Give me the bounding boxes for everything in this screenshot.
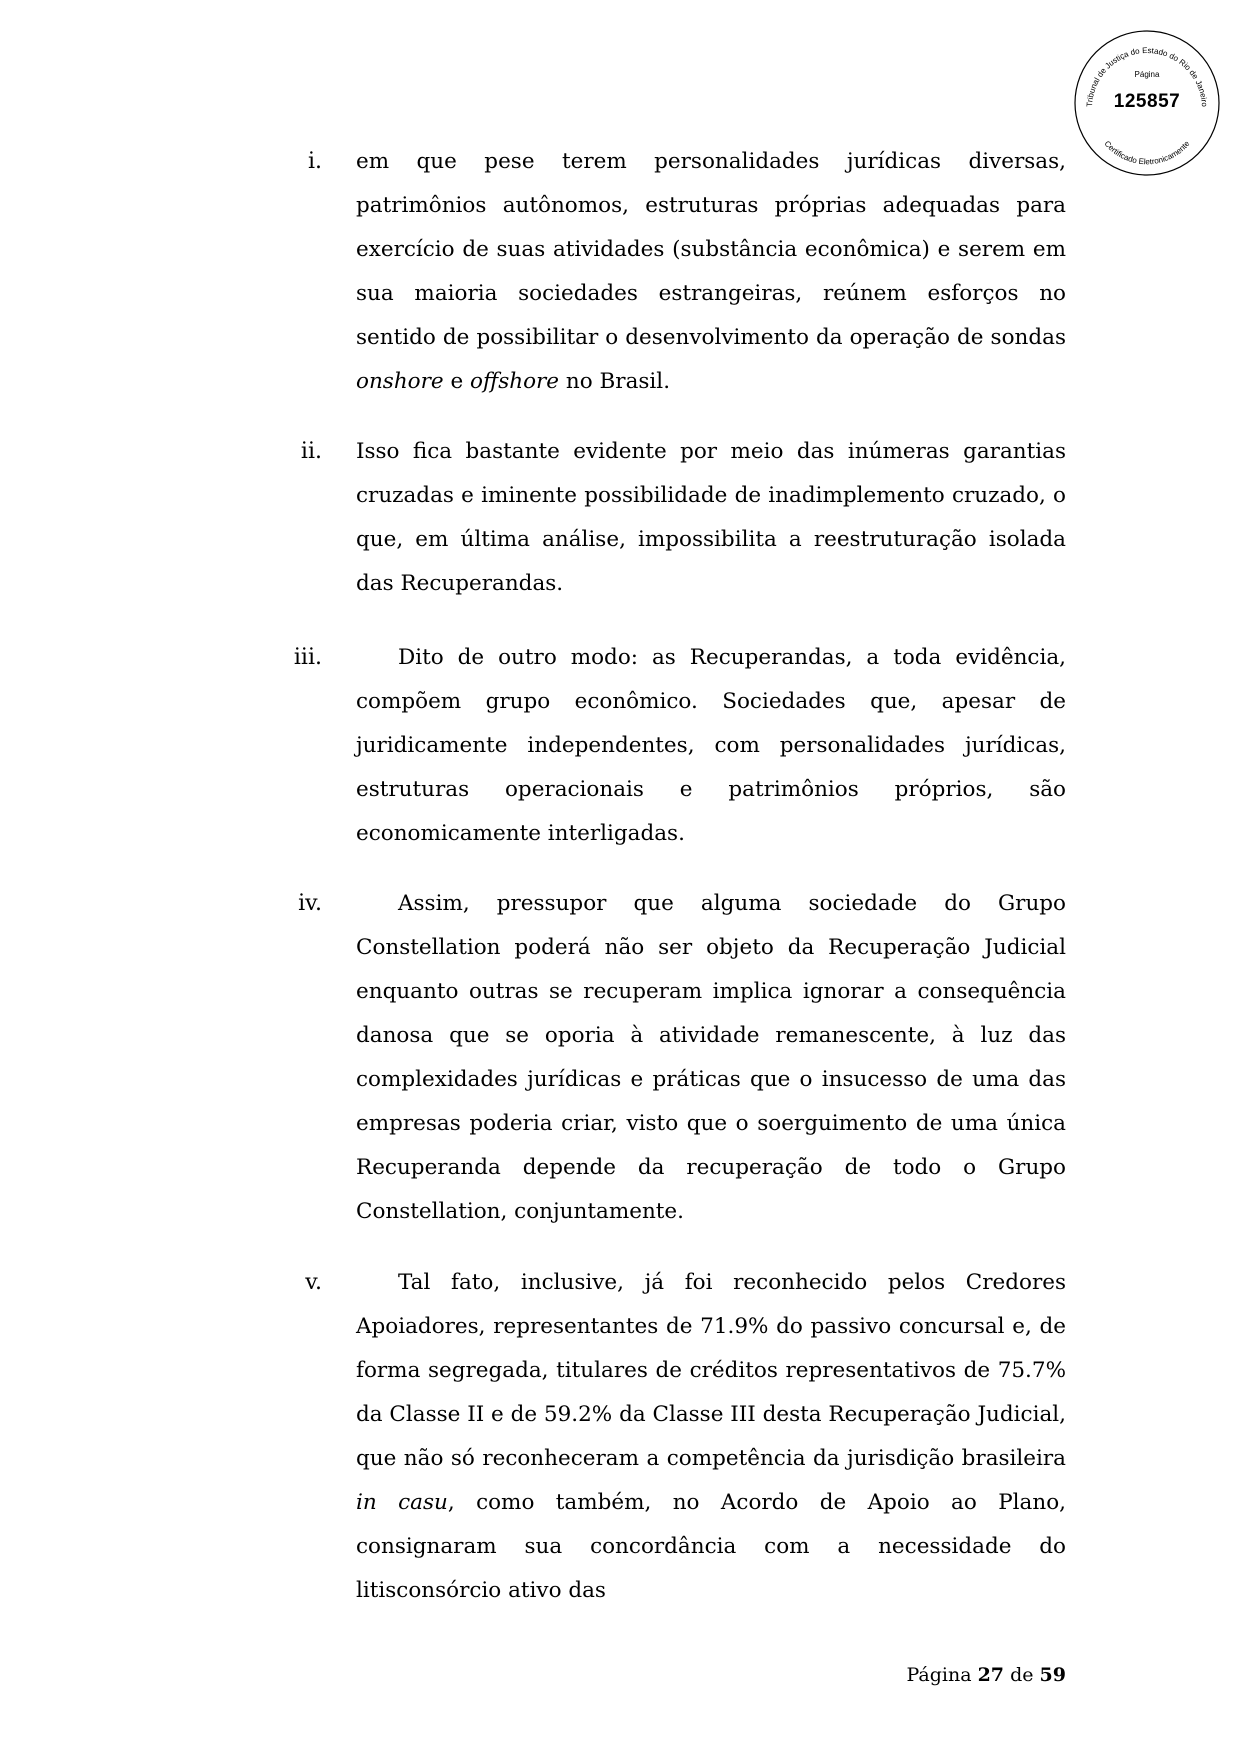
svg-text:Certificado Eletronicamente xyxy=(1103,139,1192,167)
item-numeral: v. xyxy=(305,1270,322,1295)
item-text-part: Assim, pressupor que alguma sociedade do Grupo Constellation poderá não ser objeto da Recuperação Judicial enquanto outras se recuperam implica ignorar a consequência danosa que se oporia à atividade remanescente, à luz das complexidades jurídicas e práticas que o insucesso de uma das empresas poderia criar, visto que o soerguimento de uma única Recuperanda depende da recuperação de todo o Grupo Constellation, conjuntamente. xyxy=(356,891,1066,1224)
footer-label: Página xyxy=(906,1664,972,1686)
item-text-part: e xyxy=(443,369,471,394)
item-text-part: no Brasil. xyxy=(559,369,671,394)
stamp-page-number: 125857 xyxy=(1113,91,1181,112)
footer-current-page: 27 xyxy=(977,1664,1005,1686)
item-numeral: ii. xyxy=(300,439,322,464)
item-text-italic: offshore xyxy=(470,369,560,394)
page-footer xyxy=(800,1661,1066,1689)
stamp-arc-bottom: Certificado Eletronicamente xyxy=(1102,139,1192,167)
item-text xyxy=(356,882,1066,1234)
stamp-label: Página xyxy=(1134,70,1160,79)
item-numeral: iv. xyxy=(298,891,322,916)
item-text-part: , como também, no Acordo de Apoio ao Plano, consignaram sua concordância com a necessidade do litisconsórcio ativo das xyxy=(356,1490,1066,1603)
item-text-part: Dito de outro modo: as Recuperandas, a toda evidência, compõem grupo econômico. Sociedades que, apesar de juridicamente independentes, com personalidades jurídicas, estruturas operacionais e patrimônios próprios, são economicamente interligadas. xyxy=(356,645,1066,846)
footer-separator: de xyxy=(1010,1664,1034,1686)
item-text: Isso fica bastante evidente por meio das inúmeras garantias cruzadas e iminente possibilidade de inadimplemento cruzado, o que, em última análise, impossibilita a reestruturação isolada das Recuperandas. xyxy=(356,439,1066,596)
item-text xyxy=(356,1261,1066,1613)
item-text xyxy=(356,140,1066,404)
certification-stamp xyxy=(1072,28,1222,178)
item-text-part: Tal fato, inclusive, já foi reconhecido pelos Credores Apoiadores, representantes de 71.9% do passivo concursal e, de forma segregada, titulares de créditos representativos de 75.7% da Classe II e de 59.2% da Classe III desta Recuperação Judicial, que não só reconheceram a competência da jurisdição brasileira xyxy=(356,1270,1066,1471)
item-text-part: em que pese terem personalidades jurídicas diversas, patrimônios autônomos, estruturas próprias adequadas para exercício de suas atividades (substância econômica) e serem em sua maioria sociedades estrangeiras, reúnem esforços no sentido de possibilitar o desenvolvimento da operação de sondas xyxy=(356,149,1066,350)
item-numeral: i. xyxy=(307,149,322,174)
item-text-italic: onshore xyxy=(356,369,444,394)
item-text xyxy=(356,636,1066,856)
item-numeral: iii. xyxy=(293,645,322,670)
item-text-italic: in casu xyxy=(356,1490,448,1515)
stamp-arc-top: Tribunal de Justiça do Estado do Rio de Janeiro xyxy=(1084,45,1210,108)
footer-total-pages: 59 xyxy=(1039,1664,1066,1686)
